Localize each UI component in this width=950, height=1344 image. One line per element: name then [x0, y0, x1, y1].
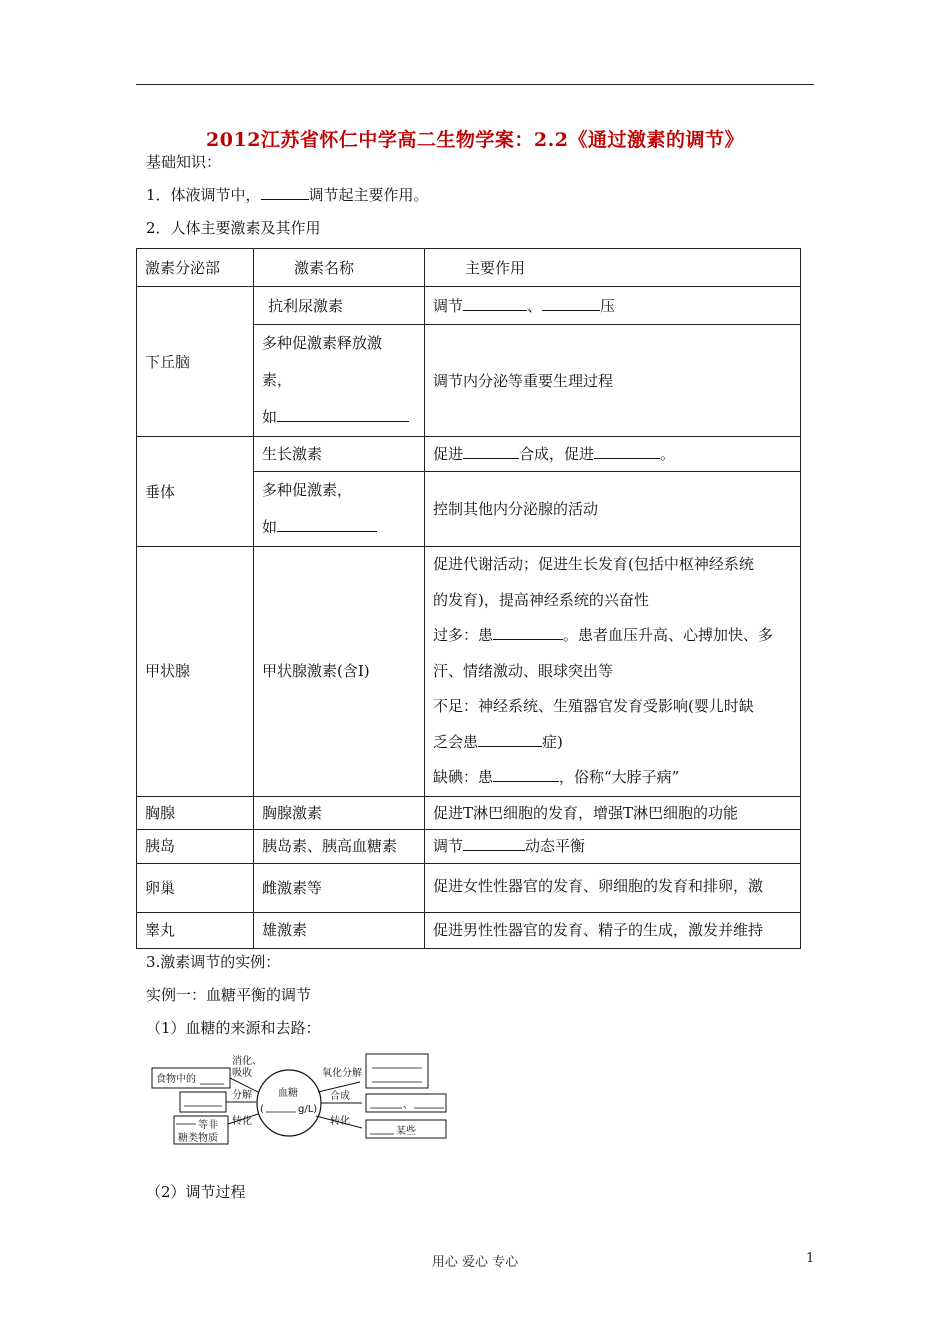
blood-sugar-circle	[257, 1070, 321, 1136]
gland-cell: 睾丸	[137, 912, 254, 948]
header-rule	[136, 84, 814, 85]
question-1-suffix: 调节起主要作用。	[308, 186, 429, 204]
table-row	[137, 796, 801, 829]
gland-cell: 胸腺	[137, 796, 254, 829]
function-cell: 促进女性性器官的发育、卵细胞的发育和排卵，激	[425, 863, 801, 912]
hormone-name-cell: 抗利尿激素	[254, 287, 425, 325]
dest-box-oxidize	[366, 1054, 428, 1088]
function-line: 的发育)，提高神经系统的兴奋性	[433, 590, 649, 609]
function-text: 缺碘：患	[433, 768, 494, 786]
function-cell: 控制其他内分泌腺的活动	[425, 472, 801, 547]
blood-sugar-diagram	[150, 1048, 450, 1148]
table-header-row	[137, 249, 801, 287]
arrow-convert-out-label: 转化	[330, 1116, 350, 1127]
gland-cell: 甲状腺	[137, 547, 254, 797]
arrow-oxidize-label: 氧化分解	[322, 1068, 362, 1079]
arrow-convert-in-label: 转化	[232, 1116, 252, 1127]
function-cell: 促进男性性器官的发育、精子的生成，激发并维持	[425, 912, 801, 948]
header-hormone-name: 激素名称	[254, 249, 425, 287]
center-label: 血糖	[278, 1088, 298, 1099]
hormone-name-line: 素，	[262, 371, 293, 389]
dest-synthesize-sep: 、	[403, 1100, 413, 1111]
source-box-glycogen	[180, 1092, 226, 1112]
table-row	[137, 863, 801, 912]
source-nonsugar-line1: 等非	[198, 1120, 218, 1131]
answer-blank[interactable]	[478, 732, 542, 747]
answer-blank[interactable]	[493, 767, 559, 782]
sub-heading-2: （2）调节过程	[146, 1183, 246, 1201]
function-text: 调节	[433, 837, 464, 855]
sub-heading-1: （1）血糖的来源和去路：	[146, 1019, 321, 1037]
hormone-name-cell: 胰岛素、胰高血糖素	[254, 829, 425, 863]
source-nonsugar-line2: 糖类物质	[178, 1133, 218, 1144]
example-1-heading: 实例一：血糖平衡的调节	[146, 986, 312, 1004]
function-text: 调节	[433, 296, 464, 315]
gland-cell: 胰岛	[137, 829, 254, 863]
function-text: 。	[660, 445, 676, 463]
table-row	[137, 437, 801, 472]
hormone-name-text: 如	[262, 408, 278, 426]
hormone-name-line: 多种促激素，	[262, 481, 353, 499]
center-paren: (	[260, 1104, 264, 1115]
function-text: 合成，促进	[519, 445, 595, 463]
function-line: 不足：神经系统、生殖器官发育受影响(婴儿时缺	[433, 697, 754, 715]
answer-blank[interactable]	[594, 444, 660, 459]
function-text: 乏会患	[433, 732, 479, 751]
arrow-synthesize-label: 合成	[330, 1091, 350, 1102]
answer-blank[interactable]	[542, 296, 600, 311]
basics-heading: 基础知识：	[146, 153, 222, 171]
function-text: 。患者血压升高、心搏加快、多	[563, 626, 774, 644]
function-cell	[425, 547, 801, 797]
function-line	[433, 618, 792, 654]
answer-blank[interactable]	[463, 296, 527, 311]
arrow-absorb-label1: 消化、	[232, 1056, 262, 1067]
function-text: 促进	[433, 445, 464, 463]
function-text: 症)	[542, 732, 563, 751]
hormone-name-cell	[254, 325, 425, 437]
function-text: 压	[600, 296, 616, 315]
function-cell: 促进T淋巴细胞的发育，增强T淋巴细胞的功能	[425, 796, 801, 829]
source-food-label: 食物中的	[156, 1074, 196, 1085]
function-text: 动态平衡	[525, 837, 586, 855]
page-title: 2012江苏省怀仁中学高二生物学案：2.2《通过激素的调节》	[206, 129, 744, 151]
arrow-decompose-label: 分解	[232, 1090, 252, 1101]
table-row	[137, 912, 801, 948]
function-text: 过多：患	[433, 626, 494, 644]
hormone-name-line	[262, 399, 416, 436]
hormone-table	[136, 248, 801, 949]
function-text: ，俗称“大脖子病”	[559, 768, 680, 786]
function-cell	[425, 437, 801, 472]
gland-cell: 卵巢	[137, 863, 254, 912]
hormone-name-line: 多种促激素释放激	[262, 334, 383, 352]
table-row	[137, 829, 801, 863]
page-number: 1	[806, 1251, 815, 1266]
hormone-name-cell: 甲状腺激素(含I)	[254, 547, 425, 797]
function-line: 促进代谢活动；促进生长发育(包括中枢神经系统	[433, 555, 754, 573]
hormone-name-cell: 雌激素等	[254, 863, 425, 912]
answer-blank[interactable]	[277, 407, 409, 422]
table-row	[137, 287, 801, 325]
hormone-name-text: 如	[262, 518, 278, 536]
hormone-name-cell: 生长激素	[254, 437, 425, 472]
header-gland: 激素分泌部	[137, 249, 254, 287]
hormone-name-cell	[254, 472, 425, 547]
answer-blank[interactable]	[493, 625, 563, 640]
table-row	[137, 547, 801, 797]
section-3-heading: 3.激素调节的实例：	[146, 953, 281, 971]
gland-cell: 下丘脑	[137, 287, 254, 437]
function-cell	[425, 829, 801, 863]
arrow-absorb-label2: 吸收	[232, 1068, 252, 1079]
answer-blank[interactable]	[463, 444, 519, 459]
footer-motto: 用心 爱心 专心	[431, 1255, 519, 1270]
function-line: 汗、情绪激动、眼球突出等	[433, 661, 614, 680]
question-1-prefix: 1．体液调节中，	[146, 186, 261, 204]
header-function: 主要作用	[425, 249, 801, 287]
center-unit: g/L)	[298, 1104, 318, 1115]
answer-blank[interactable]	[277, 517, 377, 532]
answer-blank[interactable]	[463, 836, 525, 851]
hormone-name-cell: 胸腺激素	[254, 796, 425, 829]
function-cell: 调节内分泌等重要生理过程	[425, 325, 801, 437]
function-cell	[425, 287, 801, 325]
function-text: 、	[527, 296, 543, 315]
hormone-name-cell: 雄激素	[254, 912, 425, 948]
question-2: 2．人体主要激素及其作用	[146, 219, 321, 237]
hormone-name-line	[262, 509, 416, 546]
function-line	[433, 760, 792, 796]
dest-convert-label: 某些	[396, 1126, 416, 1137]
gland-cell: 垂体	[137, 437, 254, 547]
question-1	[146, 185, 429, 205]
function-line	[433, 725, 792, 761]
answer-blank[interactable]	[261, 185, 309, 200]
